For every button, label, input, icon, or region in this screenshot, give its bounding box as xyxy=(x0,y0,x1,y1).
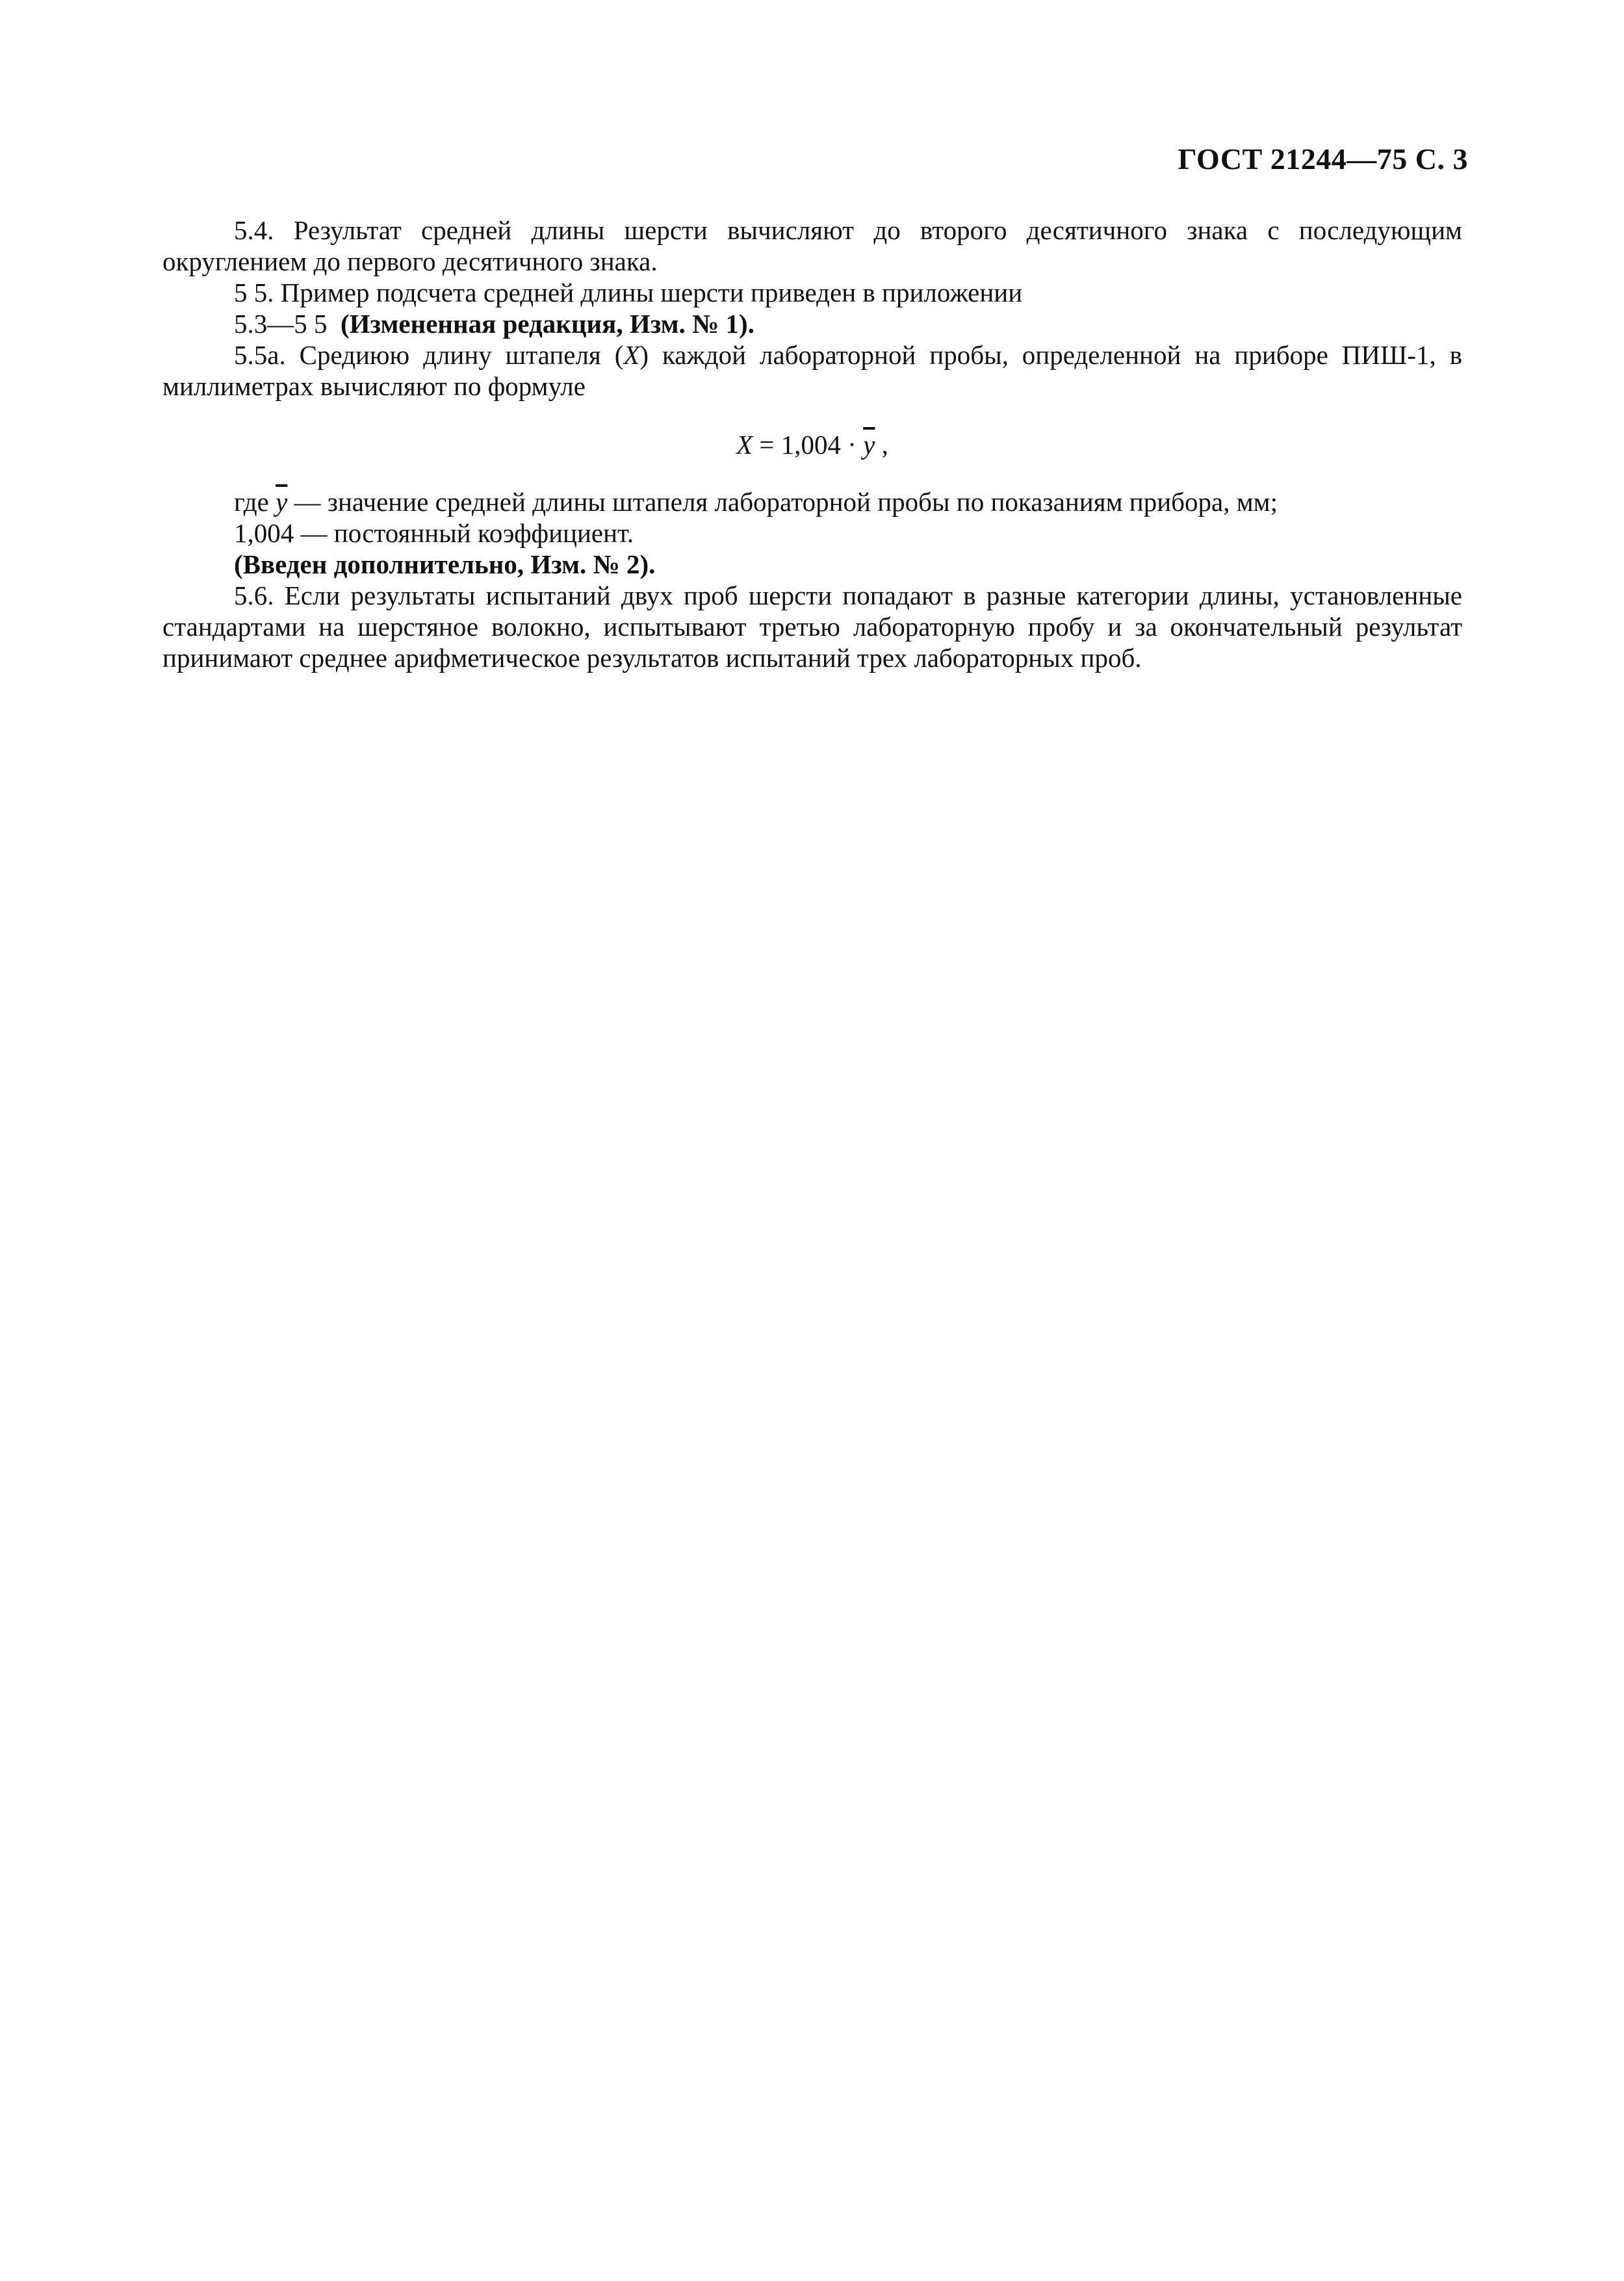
formula xyxy=(162,425,1462,464)
paragraph-5-5a xyxy=(162,339,1462,402)
amendment-1-range: 5.3—5 5 xyxy=(234,309,328,339)
formula-mid: = 1,004 · xyxy=(753,430,864,460)
document-body xyxy=(162,215,1462,673)
amendment-2-note: (Введен дополнительно, Изм. № 2). xyxy=(234,549,656,579)
formula-where xyxy=(162,486,1462,517)
paragraph-amendment-1 xyxy=(162,308,1462,339)
paragraph-5-5: 5 5. Пример подсчета средней длины шерсти приведен в приложении xyxy=(234,278,1023,307)
paragraph-5-5a-before: 5.5а. Средиюю длину штапеля ( xyxy=(234,340,624,370)
paragraph-5-4: 5.4. Результат средней длины шерсти вычисляют до второго десятичного знака с последующим округлением до первого десятичного знака. xyxy=(162,215,1462,276)
variable-x: X xyxy=(623,340,640,370)
coefficient-line: 1,004 — постоянный коэффициент. xyxy=(234,518,634,548)
paragraph-5-6: 5.6. Если результаты испытаний двух проб шерсти попадают в разные категории длины, установленные стандартами на шерстяное волокно, испытывают третью лабораторную пробу и за окончательный результат принимают среднее арифметическое результатов испытаний трех лабораторных проб. xyxy=(162,580,1462,673)
formula-end: , xyxy=(875,430,888,460)
paragraph-5-5a-after: ) каждой лабораторной пробы, определенной на приборе ПИШ-1, в миллиметрах вычисляют по формуле xyxy=(162,340,1462,401)
where-y-bar: $\overline{y}$ xyxy=(276,487,288,517)
formula-lhs: X xyxy=(736,430,753,460)
page-header: ГОСТ 21244—75 С. 3 xyxy=(1178,142,1468,176)
where-text: — значение средней длины штапеля лабораторной пробы по показаниям прибора, мм; xyxy=(287,487,1278,517)
where-prefix: где xyxy=(234,487,276,517)
formula-y-bar: $\overline{y}$ xyxy=(863,430,875,460)
amendment-1-note: (Измененная редакция, Изм. № 1). xyxy=(341,309,754,339)
